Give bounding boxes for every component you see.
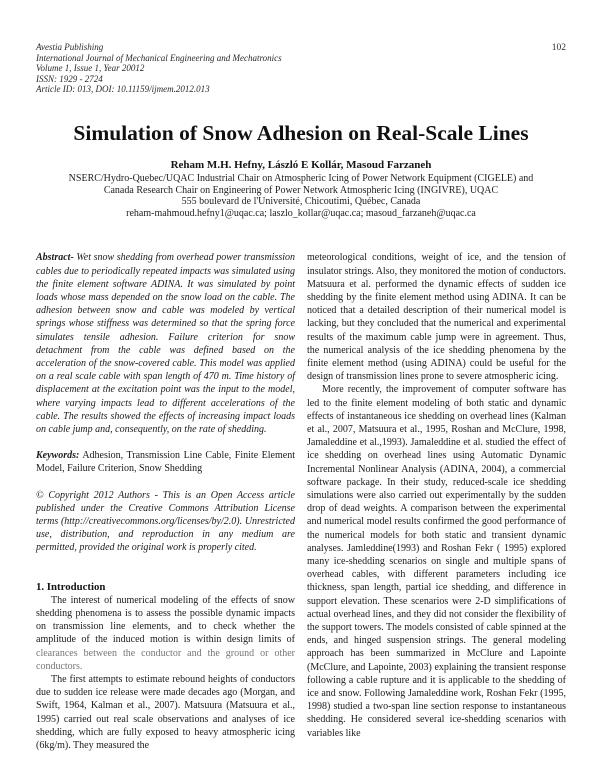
authors-line: Reham M.H. Hefny, László E Kollár, Masoud Farzaneh xyxy=(170,158,432,171)
keywords-paragraph xyxy=(36,449,295,475)
page-header xyxy=(36,42,566,95)
intro-paragraph-1-faded: clearances between the conductor and the ground or other conductors. xyxy=(36,647,295,672)
affiliation-line-2: Canada Research Chair on Engineering of Power Network Atmospheric Icing (INGIVRE), UQAC xyxy=(103,184,499,196)
section-heading-introduction: 1. Introduction xyxy=(36,580,106,593)
intro-paragraph-1-main: The interest of numerical modeling of the effects of snow shedding phenomena is to assess the possible dynamic impacts on transmission line elements, and to check whether the amplitude of the induced motion is within design limits of xyxy=(36,594,295,646)
journal-info-block xyxy=(36,42,282,95)
page-number: 102 xyxy=(551,43,566,53)
author-emails-line: reham-mahmoud.hefny1@uqac.ca; laszlo_kollar@uqac.ca; masoud_farzaneh@uqac.ca xyxy=(126,207,476,219)
keywords-text: Adhesion, Transmission Line Cable, Finite Element Model, Failure Criterion, Snow Shedding xyxy=(36,450,295,475)
abstract-label: Abstract- xyxy=(36,252,74,264)
publisher-name: Avestia Publishing xyxy=(36,42,104,52)
abstract-text: Wet snow shedding from overhead power transmission cables due to periodically repeated impacts was simulated using the finite element software ADINA. It was simulated by point loads whose mass depended on the snow load on the cable. The adhesion between snow and cable was modeled by vertical springs whose stiffness was determined so that the spring force simulates tensile adhesion. Failure criterion for snow detachment from the cable was defined based on the acceleration of the snow-covered cable. This model was applied on a real scale cable with span length of 470 m. Time history of displacement at the excitation point was the input to the model, where varying impacts lead to different accelerations of the cable. The results showed the effects of increasing impact loads on cable jump and, consequently, on the rate of shedding. xyxy=(36,252,295,435)
intro-paragraph-1 xyxy=(36,594,295,673)
volume-issue-line: Volume 1, Issue 1, Year 20012 xyxy=(36,63,145,74)
right-paragraph-1: meteorological conditions, weight of ice, and the tension of insulator strings. Also, they monitored the motion of conductors. Matsuura et al. performed the dynamic effects of sudden ice shedding by the finite element method using ADINA. It can be noticed that a detailed description of their numerical model is lacking, but they concluded that the numerical and experimental results of the maximum cable jump were in agreement. Thus, the numerical analysis of the ice shedding phenomena by the finite element method (using ADINA) could be useful for the design of transmission lines prone to severe atmospheric icing. xyxy=(307,252,566,383)
intro-paragraph-2: The first attempts to estimate rebound heights of conductors due to sudden ice release were made decades ago (Morgan, and Swift, 1964, Kalman et al., 2007). Matsuura (Matsuura et al., 1995) carried out real scale observations and analyses of ice shedding, which are fully exposed to heavy atmospheric icing (6kg/m). They measured the xyxy=(36,674,295,752)
issn-line: ISSN: 1929 - 2724 xyxy=(36,73,103,84)
article-doi-line: Article ID: 013, DOI: 10.11159/ijmem.2012.013 xyxy=(36,84,210,95)
abstract-paragraph xyxy=(36,251,295,436)
affiliation-block xyxy=(36,173,566,219)
right-paragraph-2: More recently, the improvement of computer software has led to the finite element modeling of both static and dynamic effects of instantaneous ice shedding on overhead lines (Kalman et al., 2007, Matsuura et al., 1995, Roshan and McClure, 1998, Jamaleddine et al.,1993). Jamaleddine et al. studied the effect of ice shedding on overhead lines using Automatic Dynamic Incremental Nonlinear Analysis (ADINA, 2004), a commercial software package. In their study, reduced-scale ice shedding simulations were also carried out experimentally by the sudden drop of dead weights. A comparison between the experimental and numerical model results confirmed the good performance of the numerical models for both static and transient dynamic analyses. Jamleddine(1993) and Roshan Fekr ( 1995) explored many ice-shedding scenarios on single and multiple spans of overhead cables, with different parameters including ice thickness, span length, partial ice shedding, and difference in support elevation. These scenarios were 2-D simplifications of actual overhead lines, and they did not consider the flexibility of the support towers. The models consisted of cable spinned at the ends, and hinged suspension strings. The general modeling approach has been summarized in McClure and Lapointe (McClure, and Lapointe, 2003) explaining the transient response following a cable rupture and it is applicable to the shedding of ice and snow. Following Jamaleddine work, Roshan Fekr (1995, 1998) studied a two-span line section response to instantaneous shedding. He considered several ice-shedding scenarios with variables like xyxy=(307,384,566,739)
journal-name: International Journal of Mechanical Engineering and Mechatronics xyxy=(36,52,282,63)
two-column-body xyxy=(36,251,566,752)
article-title: Simulation of Snow Adhesion on Real-Scale Lines xyxy=(73,120,529,145)
affiliation-line-3: 555 boulevard de l'Université, Chicoutimi, Québec, Canada xyxy=(181,196,421,208)
left-column xyxy=(36,251,295,752)
affiliation-line-1: NSERC/Hydro-Quebec/UQAC Industrial Chair on Atmospheric Icing of Power Network Equipment (CIGELE) and xyxy=(68,172,534,184)
keywords-label: Keywords: xyxy=(36,450,80,462)
copyright-notice: © Copyright 2012 Authors - This is an Open Access article published under the Creative Commons Attribution License terms (http://creativecommons.org/licenses/by/2.0). Unrestricted use, distribution, and reproduction in any medium are permitted, provided the original work is properly cited. xyxy=(36,489,295,554)
right-column xyxy=(307,251,566,752)
